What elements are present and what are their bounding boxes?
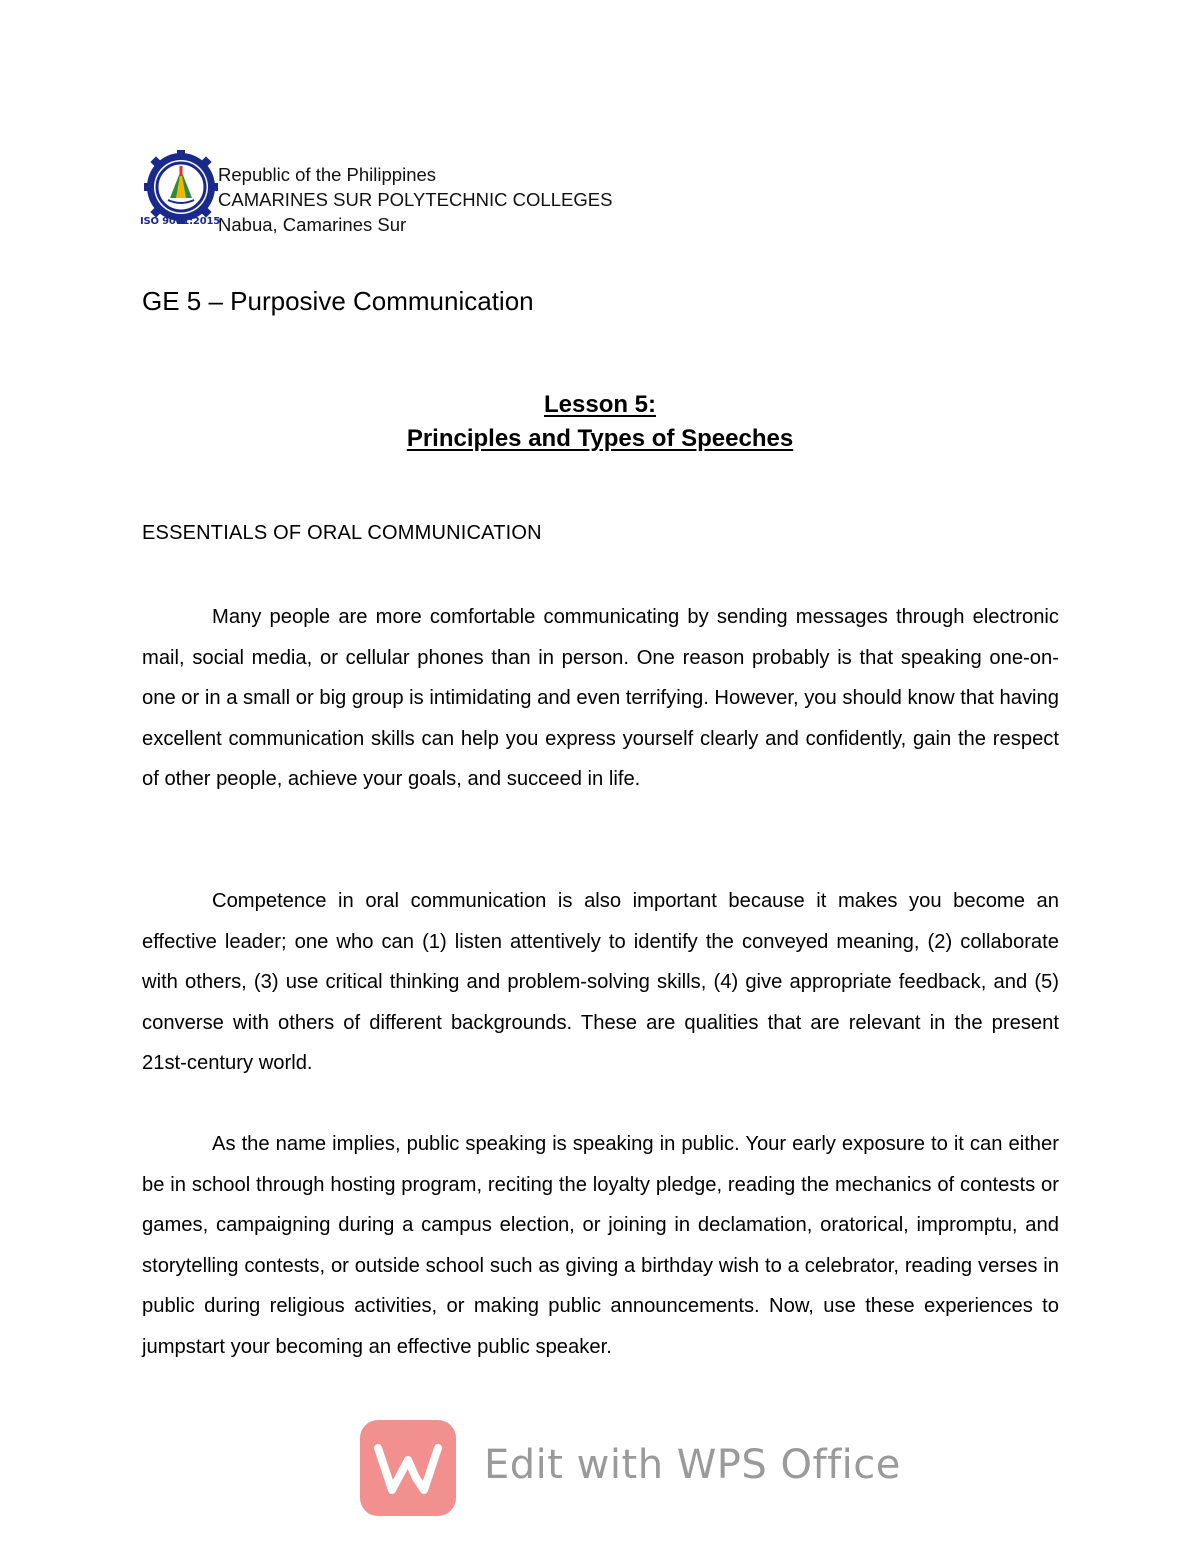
lesson-number: Lesson 5: [543,391,657,418]
republic-line: Republic of the Philippines [218,164,437,185]
lesson-heading [0,388,1200,456]
body-paragraph: Competence in oral communication is also important because it makes you become an effective leader; one who can (1) listen attentively to identify the conveyed meaning, (2) collaborate with others, (3) use critical thinking and problem-solving skills, (4) give appropriate feedback, and (5) converse with others of different backgrounds. These are qualities that are relevant in the present 21st-century world. [142,890,1059,1075]
section-heading: ESSENTIALS OF ORAL COMMUNICATION [142,522,542,544]
location-line: Nabua, Camarines Sur [218,214,407,235]
wps-office-logo-icon [360,1420,456,1516]
course-title: GE 5 – Purposive Communication [142,286,534,316]
institution-header [140,150,840,240]
body-paragraph: As the name implies, public speaking is speaking in public. Your early exposure to it can either be in school through hosting program, reciting the loyalty pledge, reading the mechanics of contests or games, campaigning during a campus election, or joining in declamation, oratorical, impromptu, and storytelling contests, or outside school such as giving a birthday wish to a celebrator, reading verses in public during religious activities, or making public announcements. Now, use these experiences to jumpstart your becoming an effective public speaker. [142,1133,1059,1358]
wps-watermark[interactable] [360,1420,901,1516]
institution-lines [218,162,612,237]
college-name-line: CAMARINES SUR POLYTECHNIC COLLEGES [218,189,613,210]
body-paragraph: Many people are more comfortable communicating by sending messages through electronic mail, social media, or cellular phones than in person. One reason probably is that speaking one-on-one or in a small or big group is intimidating and even terrifying. However, you should know that having excellent communication skills can help you express yourself clearly and confidently, gain the respect of other people, achieve your goals, and succeed in life. [142,606,1059,791]
lesson-title: Principles and Types of Speeches [406,425,794,452]
iso-certification-label: ISO 9001:2015 [140,216,220,227]
wps-edit-text: Edit with WPS Office [484,1442,901,1488]
